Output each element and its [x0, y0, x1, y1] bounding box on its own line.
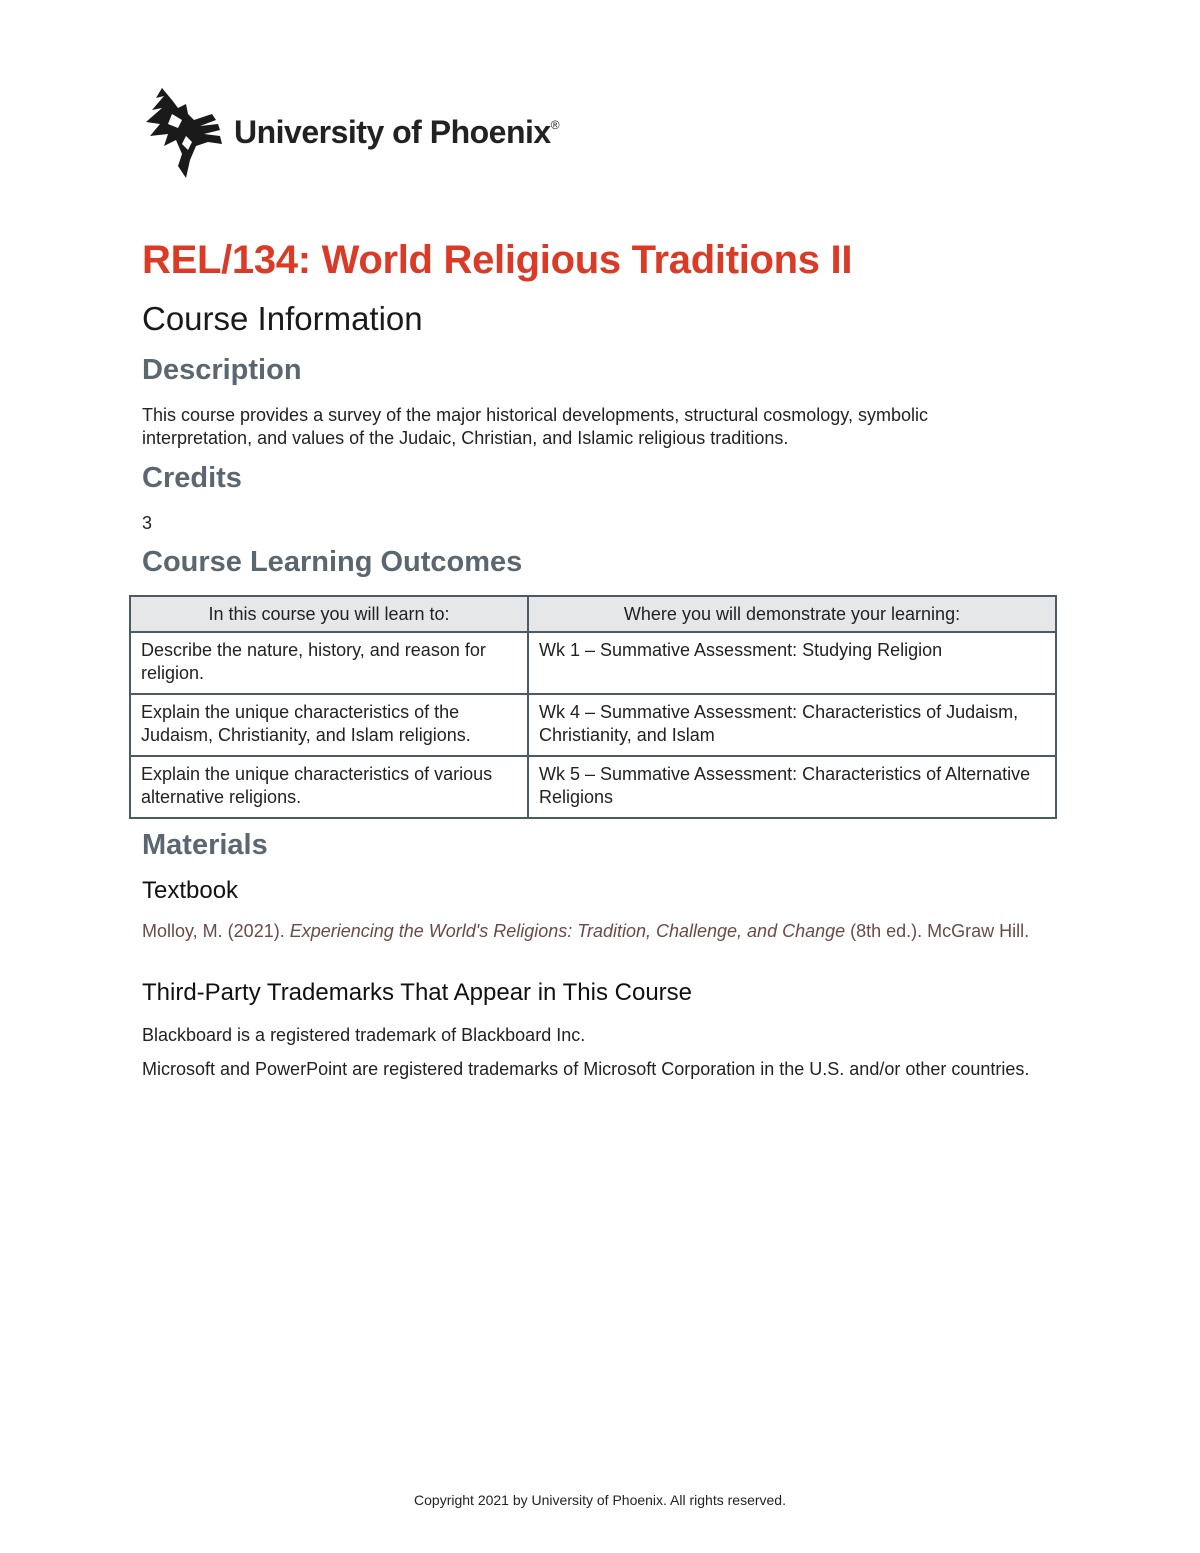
outcome-cell: Describe the nature, history, and reason for religion. — [130, 632, 528, 694]
citation-title: Experiencing the World's Religions: Tradition, Challenge, and Change — [289, 921, 846, 941]
outcomes-table — [129, 595, 1057, 819]
outcomes-heading: Course Learning Outcomes — [142, 546, 523, 578]
outcome-cell: Explain the unique characteristics of various alternative religions. — [130, 756, 528, 818]
trademarks-heading: Third-Party Trademarks That Appear in This Course — [142, 979, 693, 1006]
assessment-cell: Wk 5 – Summative Assessment: Characteristics of Alternative Religions — [528, 756, 1056, 818]
section-title: Course Information — [142, 300, 423, 337]
assessment-cell: Wk 1 – Summative Assessment: Studying Religion — [528, 632, 1056, 694]
citation-author: Molloy, M. (2021). — [142, 921, 290, 941]
materials-heading: Materials — [142, 829, 268, 861]
credits-value: 3 — [142, 513, 153, 533]
credits-heading: Credits — [142, 462, 242, 494]
phoenix-icon — [142, 84, 224, 180]
textbook-citation — [142, 920, 1042, 943]
trademark-line: Microsoft and PowerPoint are registered trademarks of Microsoft Corporation in the U.S. and/or other countries. — [142, 1059, 1030, 1079]
logo-wordmark: University of Phoenix — [234, 114, 551, 150]
outcome-cell: Explain the unique characteristics of the Judaism, Christianity, and Islam religions. — [130, 694, 528, 756]
university-logo — [142, 84, 582, 180]
citation-publisher: (8th ed.). McGraw Hill. — [845, 921, 1030, 941]
textbook-heading: Textbook — [142, 877, 239, 904]
trademark-line: Blackboard is a registered trademark of Blackboard Inc. — [142, 1025, 586, 1045]
table-row — [130, 756, 1056, 818]
registered-mark: ® — [550, 118, 560, 132]
copyright-footer: Copyright 2021 by University of Phoenix. All rights reserved. — [414, 1492, 786, 1508]
table-header-row — [130, 596, 1056, 632]
course-title: REL/134: World Religious Traditions II — [142, 238, 853, 282]
table-row — [130, 632, 1056, 694]
table-row — [130, 694, 1056, 756]
description-text: This course provides a survey of the major historical developments, structural cosmology, symbolic interpretation, and values of the Judaic, Christian, and Islamic religious traditions. — [142, 405, 928, 448]
description-heading: Description — [142, 354, 302, 386]
assessment-cell: Wk 4 – Summative Assessment: Characteristics of Judaism, Christianity, and Islam — [528, 694, 1056, 756]
column-header-demonstrate: Where you will demonstrate your learning: — [528, 596, 1056, 632]
column-header-learn: In this course you will learn to: — [130, 596, 528, 632]
